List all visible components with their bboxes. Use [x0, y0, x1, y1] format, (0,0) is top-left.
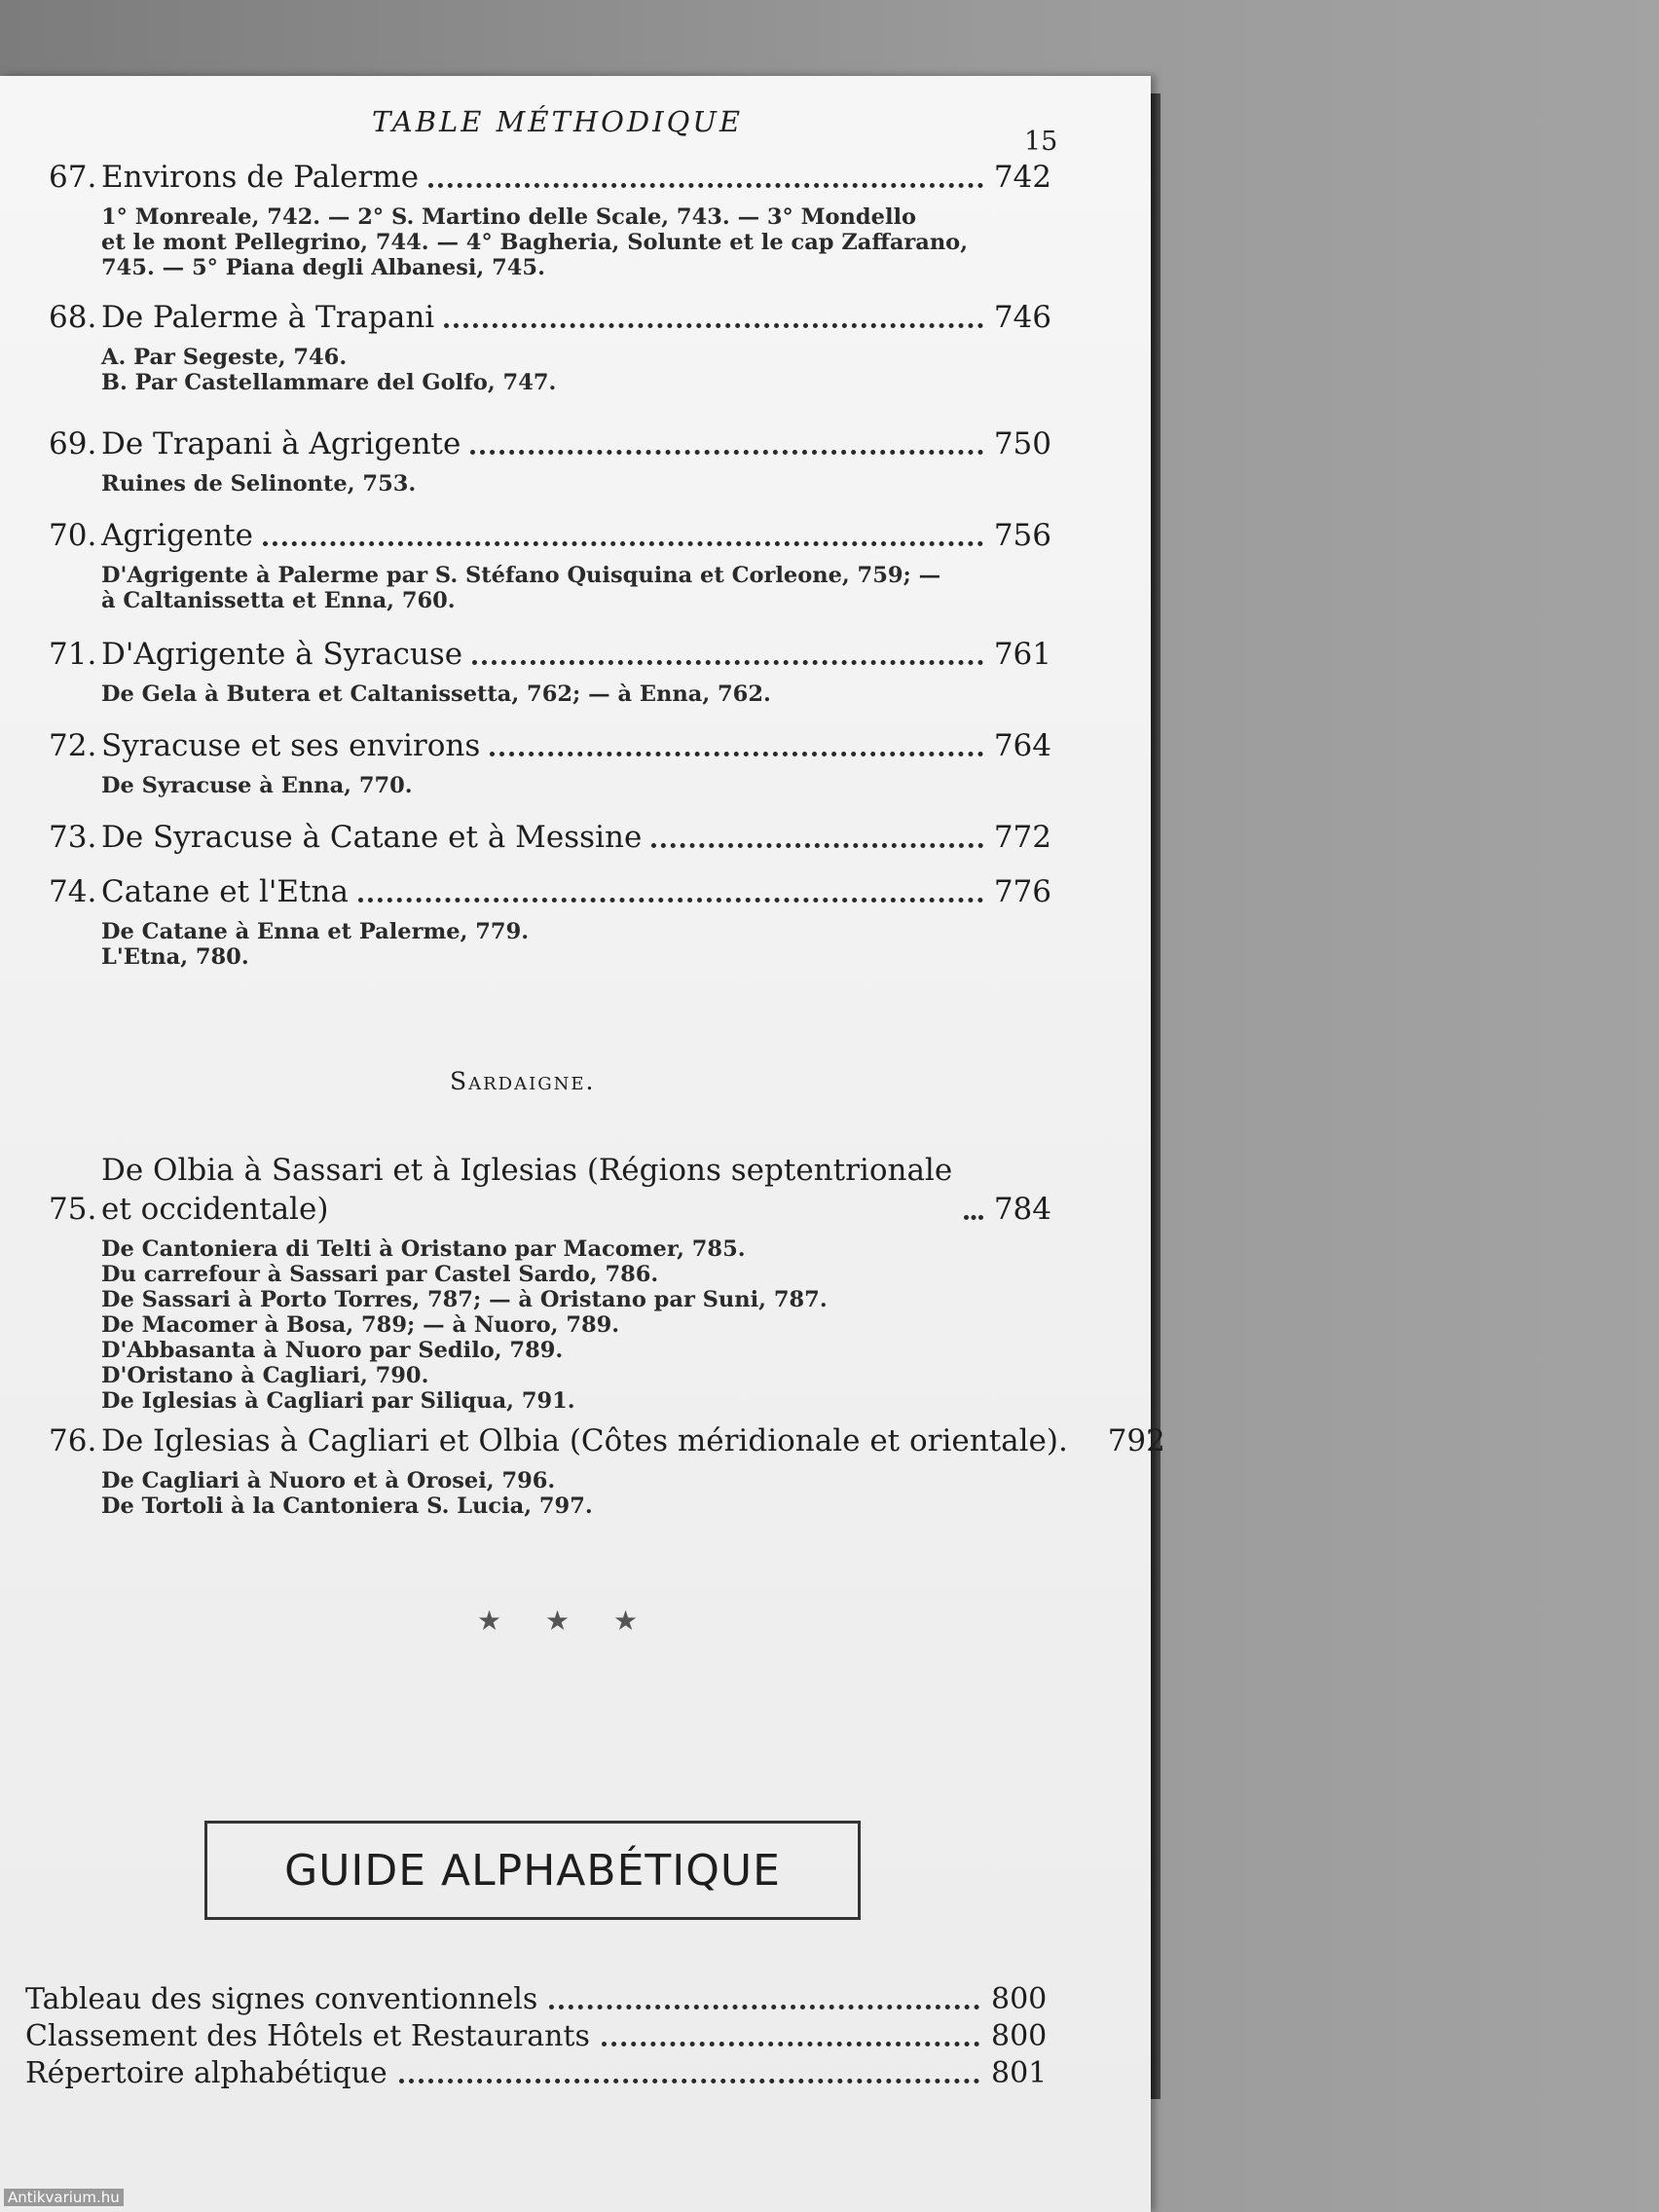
toc-entry-73 [49, 818, 1051, 857]
toc-entry-heading [49, 424, 1051, 463]
toc-entry-heading [49, 872, 1051, 911]
subroute-line: A. Par Segeste, 746. [101, 345, 348, 370]
separator-stars: ★ ★ ★ [477, 1604, 656, 1637]
entry-title: Syracuse et ses environs [101, 728, 481, 763]
subroute-line: L'Etna, 780. [101, 944, 249, 970]
leader-spacer [1078, 1447, 1097, 1452]
guide-item-title: Classement des Hôtels et Restaurants [25, 2019, 590, 2053]
subroute-line: à Caltanissetta et Enna, 760. [101, 588, 456, 613]
subroute-line: D'Oristano à Cagliari, 790. [101, 1363, 429, 1388]
entry-title: De Palerme à Trapani [101, 300, 435, 335]
entry-number: 75. [49, 1192, 97, 1227]
leader-dots [602, 2042, 979, 2046]
subroute-line: De Syracuse à Enna, 770. [101, 773, 413, 798]
toc-entry-68 [49, 298, 1051, 395]
toc-entry-heading [49, 1421, 1165, 1460]
toc-entry-75 [49, 1151, 1051, 1414]
guide-item-title: Répertoire alphabétique [25, 2056, 387, 2090]
entry-subroutes [49, 682, 1051, 707]
toc-entry-72 [49, 726, 1051, 798]
leader-dots [964, 1215, 983, 1220]
leader-dots [549, 2005, 979, 2009]
entry-subroutes [49, 345, 1051, 395]
subroute-line: 745. — 5° Piana degli Albanesi, 745. [101, 255, 545, 280]
guide-title: GUIDE ALPHABÉTIQUE [284, 1845, 781, 1896]
entry-page: 776 [993, 874, 1051, 909]
entry-number: 69. [49, 426, 97, 461]
entry-page: 792 [1107, 1423, 1165, 1458]
toc-entry-70 [49, 516, 1051, 613]
toc-entry-71 [49, 635, 1051, 707]
entry-page: 772 [993, 820, 1051, 855]
toc-entry-heading [49, 635, 1051, 674]
entry-title: De Iglesias à Cagliari et Olbia (Côtes méridionale et orientale). [101, 1423, 1068, 1458]
entry-subroutes [49, 1468, 1051, 1519]
leader-dots [428, 183, 983, 188]
entry-number: 67. [49, 160, 97, 195]
entry-number: 72. [49, 728, 97, 763]
guide-item-page: 801 [991, 2056, 1048, 2090]
subroute-line: et le mont Pellegrino, 744. — 4° Bagheria, Solunte et le cap Zaffarano, [101, 230, 969, 255]
watermark: Antikvarium.hu [4, 2189, 124, 2206]
toc-entry-74 [49, 872, 1051, 970]
entry-title: D'Agrigente à Syracuse [101, 637, 463, 672]
toc-entry-76 [49, 1421, 1165, 1519]
leader-dots [651, 843, 983, 848]
toc-entry-heading [49, 726, 1051, 765]
entry-subroutes [49, 471, 1051, 497]
entry-number: 70. [49, 518, 97, 553]
entry-page: 761 [993, 637, 1051, 672]
guide-item [25, 2056, 1046, 2091]
guide-item [25, 1982, 1046, 2017]
subroute-line: De Macomer à Bosa, 789; — à Nuoro, 789. [101, 1312, 620, 1338]
entry-page: 750 [993, 426, 1051, 461]
guide-item-page: 800 [991, 1982, 1048, 2016]
subroute-line: De Cantoniera di Telti à Oristano par Macomer, 785. [101, 1236, 746, 1262]
leader-dots [472, 660, 983, 665]
subroute-line: De Gela à Butera et Caltanissetta, 762; — à Enna, 762. [101, 682, 771, 707]
entry-title: Catane et l'Etna [101, 874, 349, 909]
subroute-line: B. Par Castellammare del Golfo, 747. [101, 370, 557, 395]
toc-entry-67 [49, 158, 1051, 280]
entry-number: 74. [49, 874, 97, 909]
entry-title: Environs de Palerme [101, 160, 420, 195]
toc-entry-heading [49, 298, 1051, 337]
running-title: TABLE MÉTHODIQUE [372, 105, 744, 138]
leader-dots [263, 541, 983, 546]
entry-title: De Trapani à Agrigente [101, 426, 461, 461]
entry-page: 746 [993, 300, 1051, 335]
subroute-line: De Cagliari à Nuoro et à Orosei, 796. [101, 1468, 556, 1493]
entry-page: 742 [993, 160, 1051, 195]
leader-dots [358, 898, 983, 903]
entry-subroutes [49, 1236, 1051, 1414]
entry-number: 71. [49, 637, 97, 672]
entry-subroutes [49, 919, 1051, 970]
guide-alphabetique-box [204, 1821, 861, 1920]
entry-title: Agrigente [101, 518, 253, 553]
entry-subroutes [49, 204, 1051, 280]
entry-number: 76. [49, 1423, 97, 1458]
leader-dots [399, 2079, 979, 2083]
guide-item-page: 800 [991, 2019, 1048, 2053]
leader-dots [490, 752, 983, 756]
section-title-sardaigne: Sardaigne. [450, 1067, 596, 1095]
subroute-line: De Catane à Enna et Palerme, 779. [101, 919, 530, 944]
toc-entry-heading [49, 158, 1051, 197]
subroute-line: 1° Monreale, 742. — 2° S. Martino delle Scale, 743. — 3° Mondello [101, 204, 917, 230]
leader-dots [470, 450, 983, 455]
subroute-line: De Sassari à Porto Torres, 787; — à Oristano par Suni, 787. [101, 1287, 828, 1312]
subroute-line: Ruines de Selinonte, 753. [101, 471, 417, 497]
entry-page: 756 [993, 518, 1051, 553]
subroute-line: D'Abbasanta à Nuoro par Sedilo, 789. [101, 1338, 564, 1363]
entry-page: 764 [993, 728, 1051, 763]
entry-title: De Syracuse à Catane et à Messine [101, 820, 643, 855]
book-page [0, 76, 1165, 2212]
toc-entry-69 [49, 424, 1051, 497]
entry-number: 73. [49, 820, 97, 855]
entry-subroutes [49, 563, 1051, 613]
subroute-line: D'Agrigente à Palerme par S. Stéfano Quisquina et Corleone, 759; — [101, 563, 941, 588]
leader-dots [444, 323, 983, 328]
guide-item [25, 2019, 1046, 2054]
toc-entry-heading [49, 818, 1051, 857]
page-number: 15 [1024, 127, 1058, 157]
toc-entry-heading [49, 1151, 1051, 1229]
entry-number: 68. [49, 300, 97, 335]
entry-page: 784 [993, 1192, 1051, 1227]
subroute-line: De Iglesias à Cagliari par Siliqua, 791. [101, 1388, 575, 1414]
subroute-line: Du carrefour à Sassari par Castel Sardo, 786. [101, 1262, 659, 1287]
guide-item-title: Tableau des signes conventionnels [25, 1982, 538, 2016]
entry-title: De Olbia à Sassari et à Iglesias (Régions septentrionale et occidentale) [101, 1153, 953, 1227]
subroute-line: De Tortoli à la Cantoniera S. Lucia, 797. [101, 1493, 593, 1519]
toc-entry-heading [49, 516, 1051, 555]
entry-subroutes [49, 773, 1051, 798]
